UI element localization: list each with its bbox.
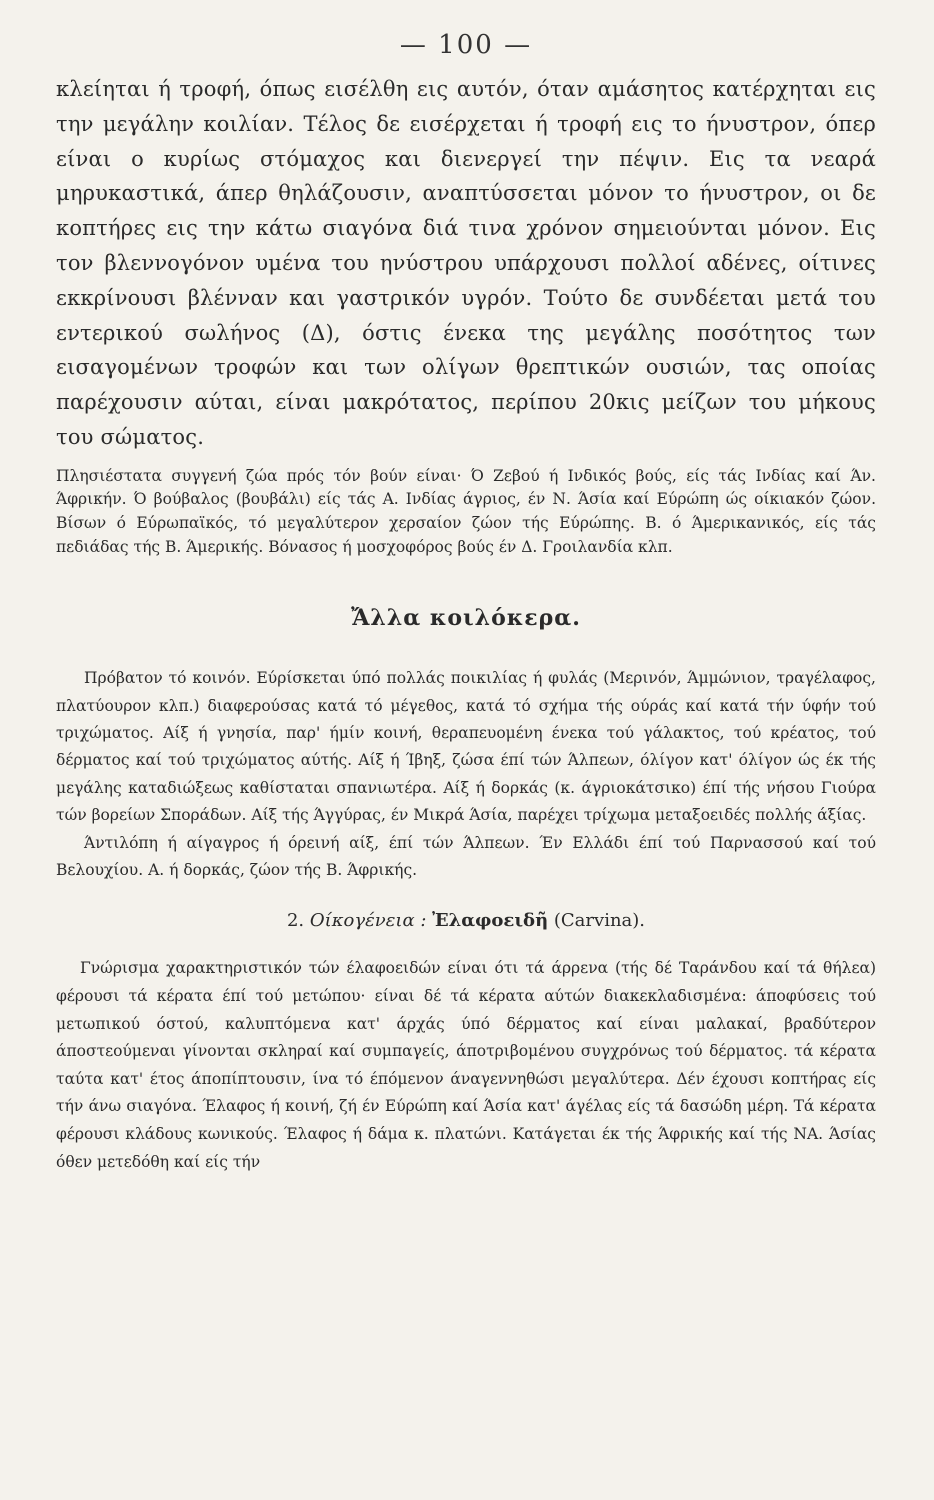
paragraph-digestion: κλείηται ή τροφή, όπως εισέλθη εις αυτόν, όταν αμάσητος κατέρχηται εις την μεγάλην κοιλίαν. Τέλος δε εισέρχεται ή τροφή εις το ήνυστρον, όπερ είναι ο κυρίως στόμαχος και διενεργεί την πέψιν. Εις τα νεαρά μηρυκαστικά, άπερ θηλάζουσιν, αναπτύσσεται μόνον το ήνυστρον, οι δε κοπτήρες εις την κάτω σιαγόνα διά τινα χρόνον σημειούνται μόνον. Εις τον βλεννογόνον υμένα του ηνύστρου υπάρχουσι πολλοί αδένες, οίτινες εκκρίνουσι βλένναν και γαστρικόν υγρόν. Τούτο δε συνδέεται μετά του εντερικού σωλήνος (Δ), όστις ένεκα της μεγάλης ποσότητος των εισαγομένων τροφών και των ολίγων θρεπτικών ουσιών, τας οποίας παρέχουσιν αύται, είναι μακρότατος, περίπου 20κις μείζων του μήκους του σώματος. [56,77,876,449]
subsection-label: Οίκογένεια : [309,910,427,932]
section-title: Ἄλλα κοιλόκερα. [351,605,581,632]
paragraph-deer: Γνώρισμα χαρακτηριστικόν τών έλαφοειδών είναι ότι τά άρρενα (τής δέ Ταράνδου καί τά θήλεα) φέρουσι τά κέρατα έπί τού μετώπου· είναι δέ τά κέρατα αύτών διακεκλαδισμένα: άποφύσεις τού μετωπικού όστού, καλυπτόμενα κατ' άρχάς ύπό δέρματος καί είναι μαλακαί, βραδύτερον άποστεούμεναι γίνονται σκληραί καί συμπαγείς, άποτριβομένου συγχρόνως τού δέρματος. τά κέρατα ταύτα κατ' έτος άποπίπτουσιν, ίνα τό έπόμενον άναγεννηθώσι μεγαλύτερα. Δέν έχουσι κοπτήρας είς τήν άνω σιαγόνα. Έλαφος ή κοινή, ζή έν Εύρώπη καί Άσία κατ' άγέλας είς τά δασώδη μέρη. Τά κέρατα φέρουσι κλάδους κωνικούς. Έλαφος ή δάμα κ. πλατώνι. Κατάγεται έκ τής Άφρικής καί τής ΝΑ. Άσίας όθεν μετεδόθη καί είς τήν [56,959,876,1171]
page-number [56,30,876,60]
paragraph-antelope: Άντιλόπη ή αίγαγρος ή όρεινή αίξ, έπί τών Άλπεων. Έν Ελλάδι έπί τού Παρνασσού καί τού Βελουχίου. Α. ή δορκάς, ζώον τής Β. Άφρικής. [56,833,876,879]
paragraph-sheep-goats: Πρόβατον τό κοινόν. Εύρίσκεται ύπό πολλάς ποικιλίας ή φυλάς (Μερινόν, Άμμώνιον, τραγέλαφος, πλατύουρον κλπ.) διαφερούσας κατά τό μέγεθος, κατά τό σχήμα τής ούράς καί κατά τήν ύφήν τού τριχώματος. Αίξ ή γνησία, παρ' ήμίν κοινή, θεραπευομένη ένεκα τού γάλακτος, τού κρέατος, τού δέρματος καί τού τριχώματος αύτής. Αίξ ή Ίβηξ, ζώσα έπί τών Άλπεων, όλίγον κατ' όλίγον ώς έκ τής μεγάλης καταδιώξεως καθίσταται σπανιωτέρα. Αίξ ή δορκάς (κ. άγριοκάτσικο) έπί τής νήσου Γιούρα τών βορείων Σποράδων. Αίξ τής Άγγύρας, έν Μικρά Άσία, παρέχει τρίχωμα μεταξοειδές πολλής άξίας. [56,669,876,825]
subsection-number: 2. [286,910,305,932]
page-number-text: — 100 — [399,30,533,60]
subsection-name: Ἐλαφοειδῆ [432,910,549,932]
paragraph-relatives-note: Πλησιέστατα συγγενή ζώα πρός τόν βούν είναι· Ό Ζεβού ή Ινδικός βούς, είς τάς Ινδίας καί Άν. Άφρικήν. Ό βούβαλος (βουβάλι) είς τάς Α. Ινδίας άγριος, έν Ν. Άσία καί Εύρώπη ώς οίκιακόν ζώον. Βίσων ό Εύρωπαϊκός, τό μεγαλύτερον χερσαίον ζώον τής Εύρώπης. Β. ό Άμερικανικός, είς τάς πεδιάδας τής Β. Άμερικής. Βόνασος ή μοσχοφόρος βούς έν Δ. Γροιλανδία κλπ. [56,466,876,556]
subsection-title [56,910,876,931]
subsection-latin: (Carvina). [553,910,646,932]
